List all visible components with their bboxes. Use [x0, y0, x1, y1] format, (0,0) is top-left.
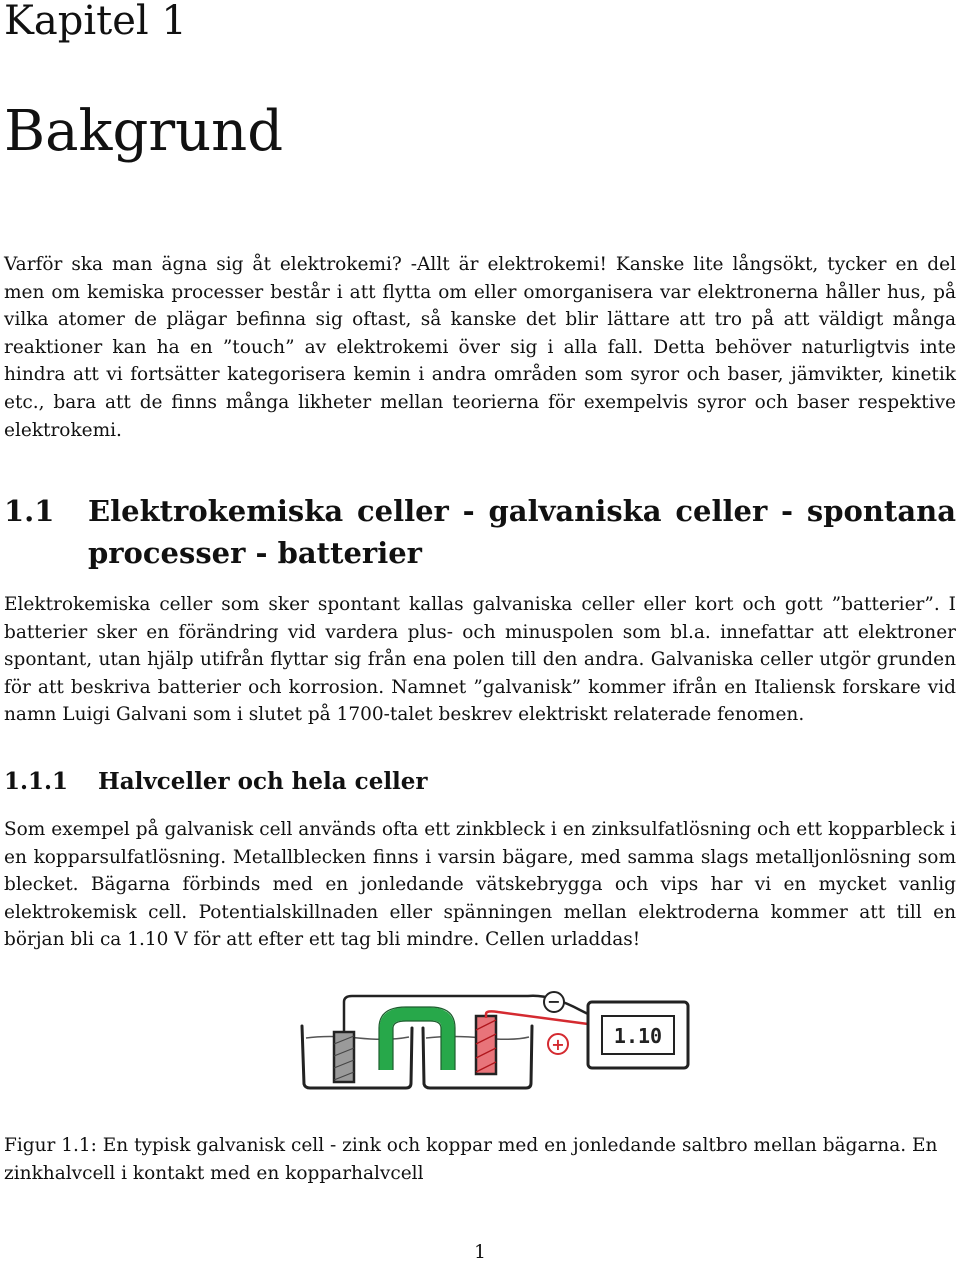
voltmeter-reading: 1.10	[613, 1024, 663, 1048]
subsection-number: 1.1.1	[4, 768, 69, 795]
voltmeter	[588, 1002, 688, 1068]
figure-caption: Figur 1.1: En typisk galvanisk cell - zink och koppar med en jonledande saltbro mellan bägarna. En zinkhalvcell i kontakt med en kopparhalvcell	[4, 1135, 938, 1184]
subsection-heading-1-1-1	[4, 766, 428, 798]
page-number: 1	[474, 1242, 486, 1263]
chapter-label: Kapitel 1	[4, 0, 187, 44]
svg-text:+: +	[551, 1035, 565, 1054]
section-1-1-1-paragraph: Som exempel på galvanisk cell används ofta ett zinkbleck i en zinksulfatlösning och ett kopparbleck i en kopparsulfatlösning. Metallblecken finns i varsin bägare, med samma slags metalljonlösning som blecket. Bägarna förbinds med en jonledande vätskebrygga och vips har vi en mycket vanlig elektrokemisk cell. Potentialskillnaden eller spänningen mellan elektroderna kommer att till en början bli ca 1.10 V för att efter ett tag bli mindre. Cellen urladdas!	[4, 819, 956, 951]
subsection-title: Halvceller och hela celler	[98, 768, 428, 795]
copper-wire	[486, 1011, 588, 1024]
svg-text:−: −	[547, 992, 561, 1011]
minus-terminal	[544, 992, 564, 1012]
intro-paragraph: Varför ska man ägna sig åt elektrokemi? -Allt är elektrokemi! Kanske lite långsökt, tycker en del men om kemiska processer består i att flytta om eller omorganisera var elektronerna håller hus, på vilka atomer de plägar befinna sig oftast, så kanske det blir lättare att tro på att väldigt många reaktioner kan ha en ”touch” av elektrokemi över sig i alla fall. Detta behöver naturligtvis inte hindra att vi fortsätter kategorisera kemin i andra områden som syror och baser, jämvikter, kinetik etc., bara att de finns många likheter mellan teorierna för exempelvis syror och baser respektive elektrokemi.	[4, 254, 956, 441]
copper-electrode	[476, 1016, 496, 1074]
chapter-title: Bakgrund	[4, 99, 284, 164]
galvanic-cell-figure	[288, 988, 708, 1098]
zinc-electrode	[334, 1032, 354, 1082]
section-title: Elektrokemiska celler - galvaniska celler - spontana processer - batterier	[88, 494, 956, 570]
plus-terminal	[548, 1034, 568, 1054]
section-1-1-paragraph: Elektrokemiska celler som sker spontant kallas galvaniska celler eller kort och gott ”batterier”. I batterier sker en förändring vid vardera plus- och minuspolen som bl.a. innefattar att elektroner spontant, utan hjälp utifrån flyttar sig från ena polen till den andra. Galvaniska celler utgör grunden för att beskriva batterier och korrosion. Namnet ”galvanisk” kommer ifrån en Italiensk forskare vid namn Luigi Galvani som i slutet på 1700-talet beskrev elektriskt relaterade fenomen.	[4, 594, 956, 726]
section-heading-1-1	[4, 490, 956, 574]
left-beaker	[302, 1026, 412, 1088]
section-number: 1.1	[4, 494, 55, 528]
